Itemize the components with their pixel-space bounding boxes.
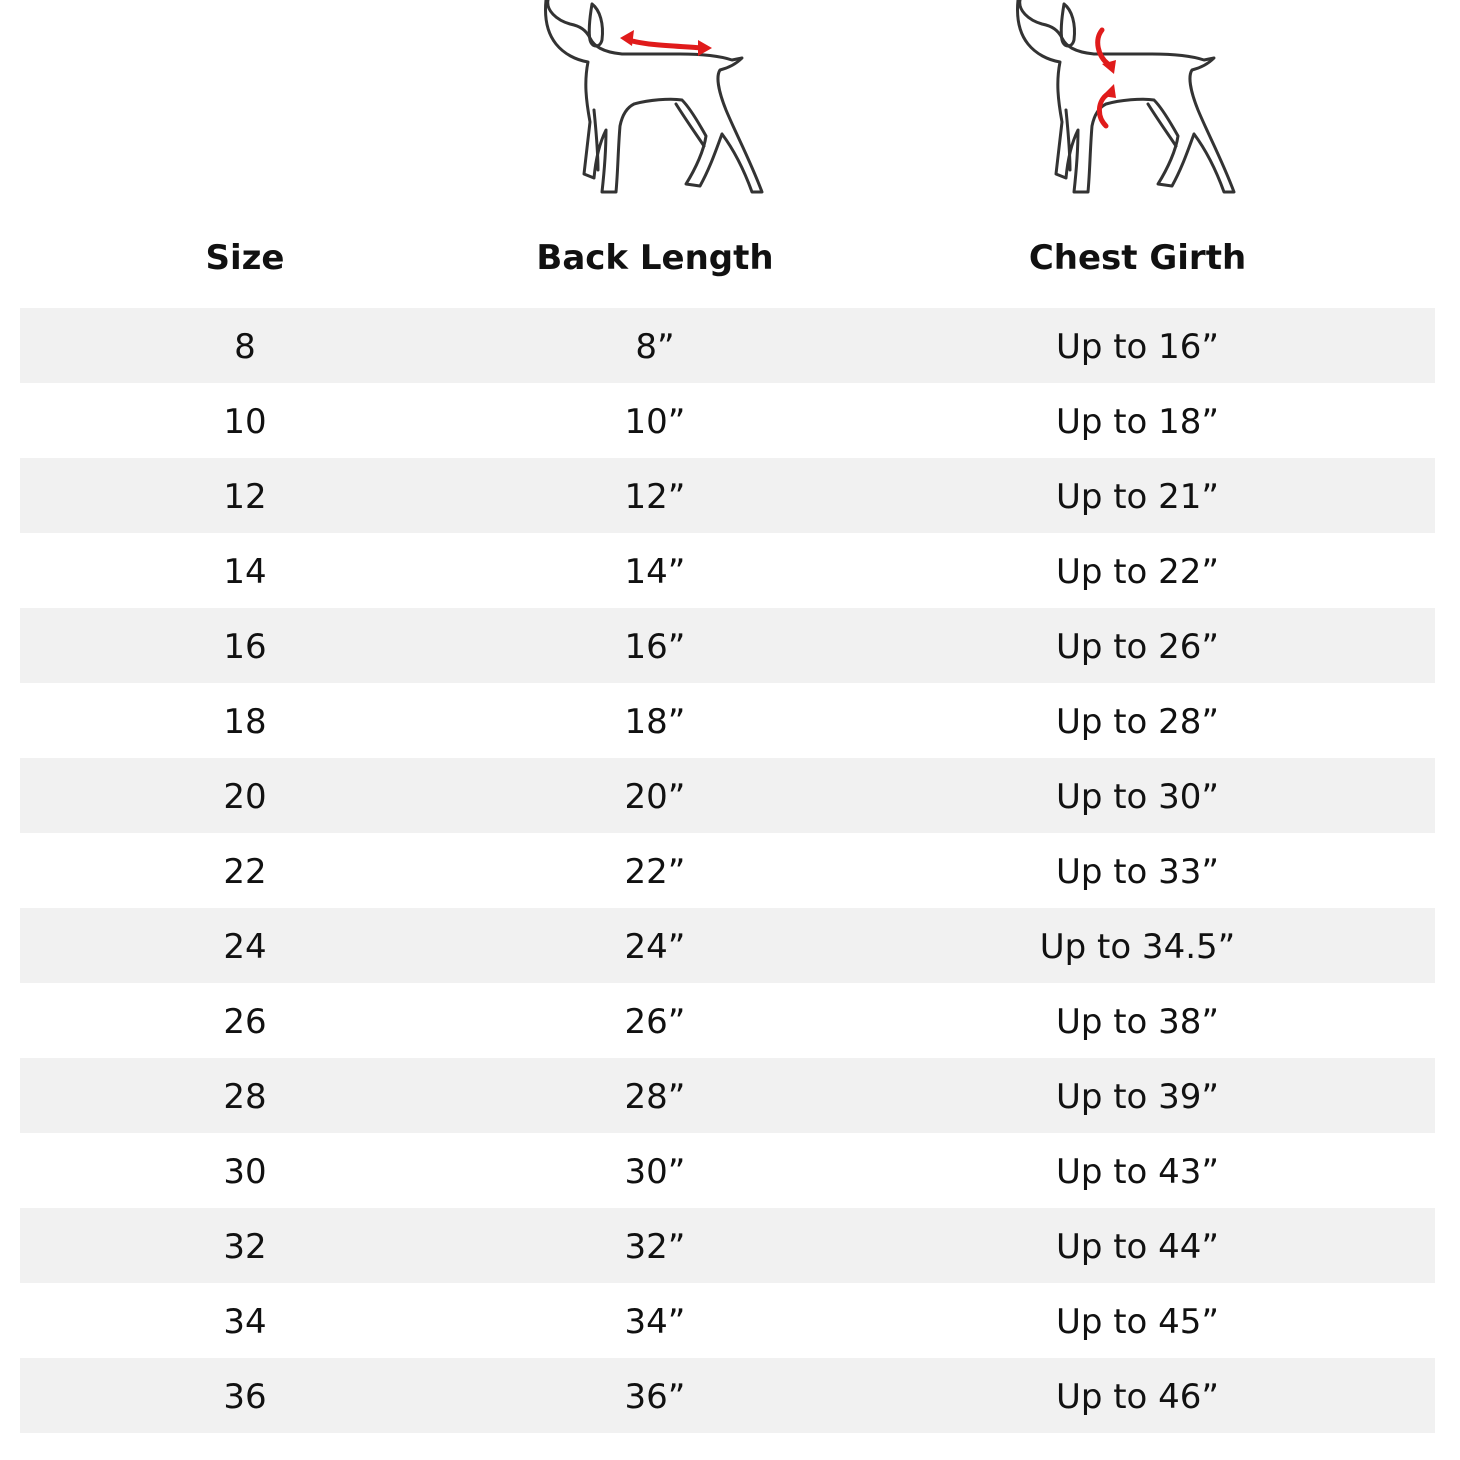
size-cell: 22 <box>223 852 267 892</box>
chest-girth-cell: Up to 22” <box>1055 552 1220 592</box>
table-row <box>20 758 1435 833</box>
size-cell: 32 <box>223 1227 267 1267</box>
table-row <box>20 833 1435 908</box>
chest-girth-cell: Up to 16” <box>1055 327 1220 367</box>
header-back-length: Back Length <box>536 238 774 278</box>
chest-girth-cell: Up to 44” <box>1055 1227 1220 1267</box>
size-cell: 26 <box>223 1002 267 1042</box>
table-row <box>20 608 1435 683</box>
back-length-cell: 12” <box>624 477 686 517</box>
header-size: Size <box>205 238 285 278</box>
chest-girth-cell: Up to 45” <box>1055 1302 1220 1342</box>
size-cell: 36 <box>223 1377 267 1417</box>
table-header <box>0 228 1460 288</box>
chest-girth-cell: Up to 28” <box>1055 702 1220 742</box>
table-row <box>20 383 1435 458</box>
table-row <box>20 683 1435 758</box>
back-length-cell: 22” <box>624 852 686 892</box>
chest-girth-cell: Up to 39” <box>1055 1077 1220 1117</box>
size-cell: 34 <box>223 1302 267 1342</box>
size-cell: 10 <box>223 402 267 442</box>
table-row <box>20 1133 1435 1208</box>
back-length-cell: 18” <box>624 702 686 742</box>
back-length-cell: 20” <box>624 777 686 817</box>
back-length-cell: 36” <box>624 1377 686 1417</box>
back-length-cell: 30” <box>624 1152 686 1192</box>
back-length-cell: 28” <box>624 1077 686 1117</box>
size-cell: 30 <box>223 1152 267 1192</box>
size-cell: 8 <box>234 327 256 367</box>
chest-girth-cell: Up to 43” <box>1055 1152 1220 1192</box>
table-row <box>20 983 1435 1058</box>
chest-girth-cell: Up to 21” <box>1055 477 1220 517</box>
size-cell: 18 <box>223 702 267 742</box>
back-length-cell: 10” <box>624 402 686 442</box>
table-row <box>20 1283 1435 1358</box>
size-cell: 20 <box>223 777 267 817</box>
back-length-cell: 34” <box>624 1302 686 1342</box>
header-chest-girth: Chest Girth <box>1028 238 1247 278</box>
back-length-cell: 32” <box>624 1227 686 1267</box>
chest-girth-cell: Up to 26” <box>1055 627 1220 667</box>
table-row <box>20 1208 1435 1283</box>
size-cell: 16 <box>223 627 267 667</box>
back-length-cell: 8” <box>635 327 675 367</box>
chest-girth-cell: Up to 34.5” <box>1039 927 1236 967</box>
back-length-cell: 14” <box>624 552 686 592</box>
back-length-cell: 26” <box>624 1002 686 1042</box>
size-cell: 14 <box>223 552 267 592</box>
table-row <box>20 533 1435 608</box>
table-row <box>20 458 1435 533</box>
chest-girth-cell: Up to 46” <box>1055 1377 1220 1417</box>
size-cell: 24 <box>223 927 267 967</box>
size-cell: 28 <box>223 1077 267 1117</box>
table-row <box>20 308 1435 383</box>
table-row <box>20 1358 1435 1433</box>
back-length-cell: 24” <box>624 927 686 967</box>
dog-chest-girth-icon <box>1002 0 1252 205</box>
chest-girth-cell: Up to 30” <box>1055 777 1220 817</box>
size-table <box>20 308 1435 1433</box>
chest-girth-cell: Up to 38” <box>1055 1002 1220 1042</box>
chest-girth-cell: Up to 33” <box>1055 852 1220 892</box>
chest-girth-cell: Up to 18” <box>1055 402 1220 442</box>
size-cell: 12 <box>223 477 267 517</box>
back-length-cell: 16” <box>624 627 686 667</box>
table-row <box>20 908 1435 983</box>
table-row <box>20 1058 1435 1133</box>
dog-back-length-icon <box>530 0 780 205</box>
